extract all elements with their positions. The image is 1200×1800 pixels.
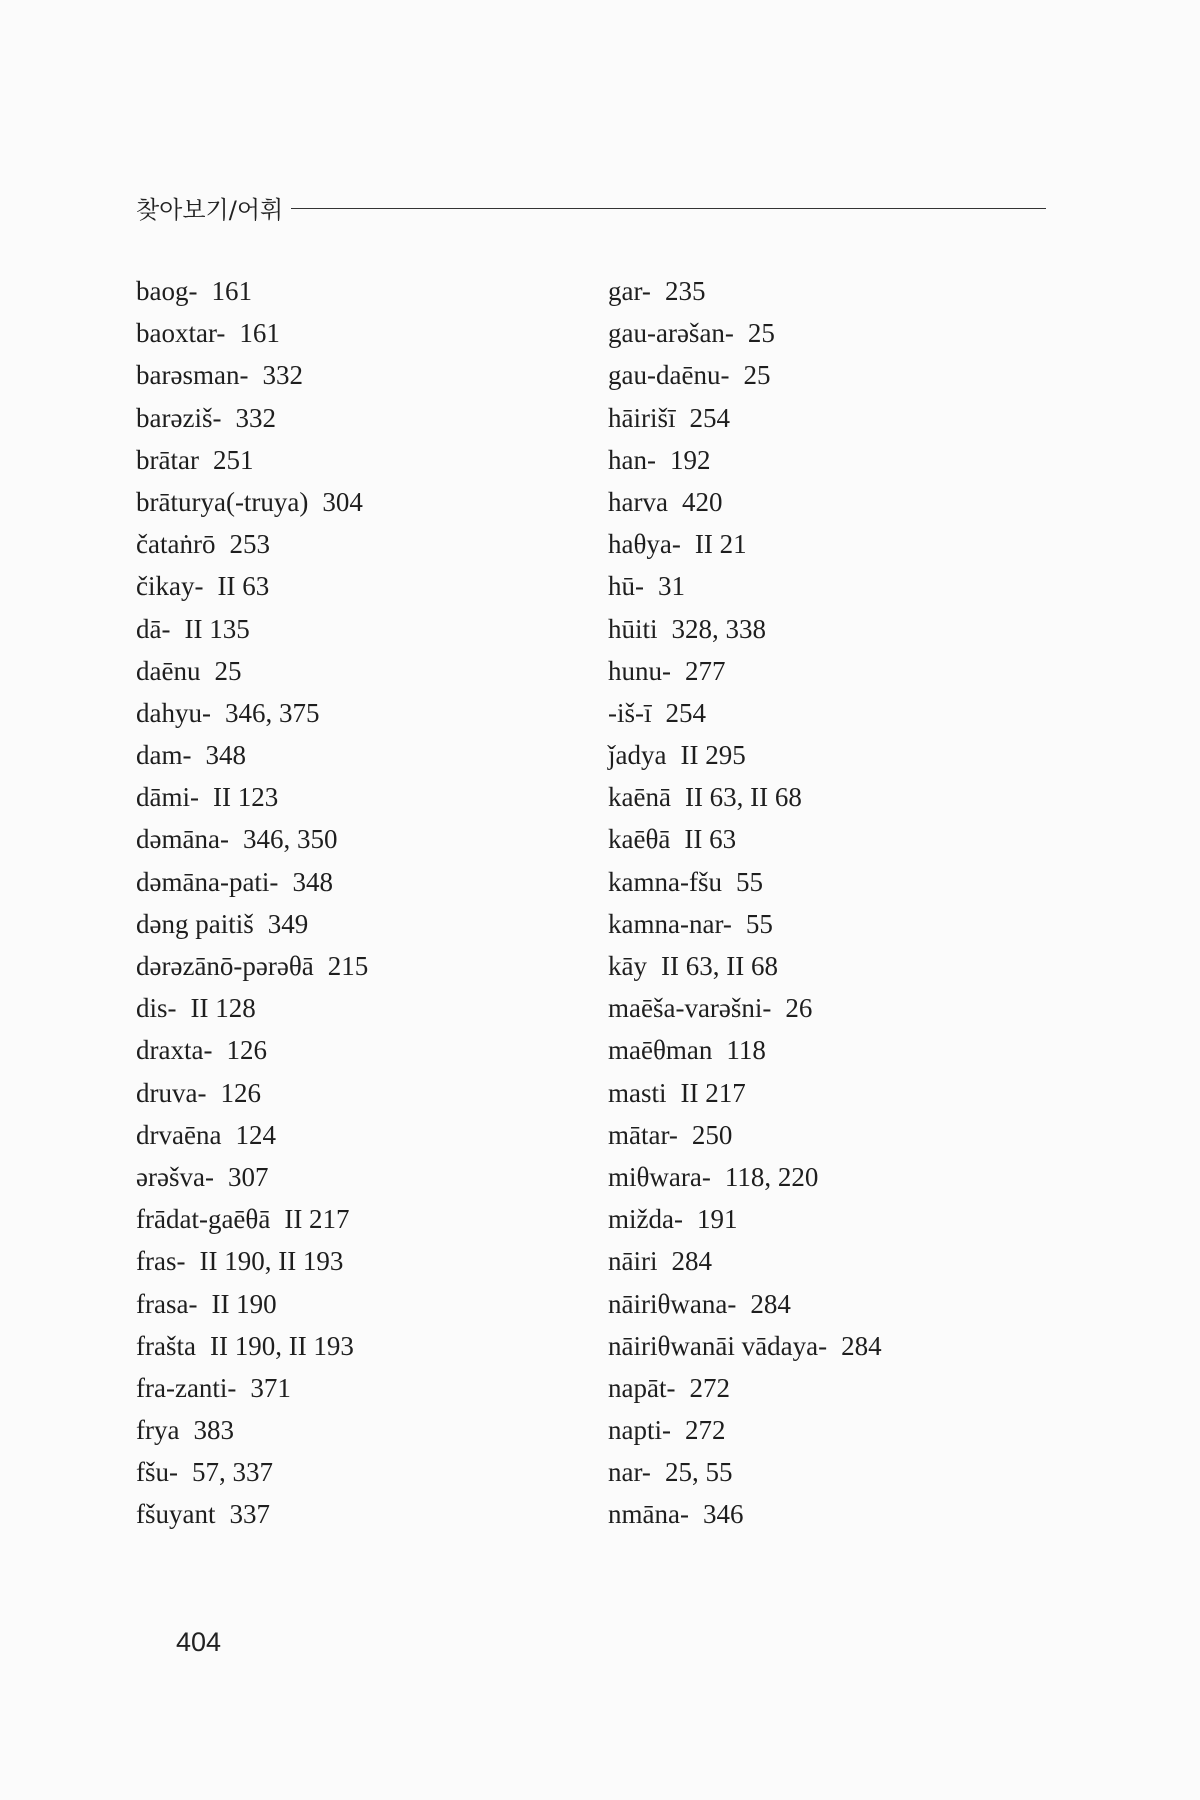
index-term: nmāna- — [608, 1499, 689, 1530]
index-page-refs: 192 — [669, 444, 711, 475]
index-entry — [608, 1451, 1078, 1493]
index-entry — [608, 861, 1078, 903]
index-term: han- — [608, 444, 656, 475]
index-page-refs: 272 — [684, 1415, 726, 1446]
index-entry — [608, 1409, 1078, 1451]
index-entry — [608, 1156, 1078, 1198]
index-entry — [136, 1451, 566, 1493]
index-term: dərəzānō-pərəθā — [136, 951, 314, 981]
index-entry — [136, 650, 566, 692]
index-entry — [608, 903, 1078, 945]
index-entry — [136, 987, 566, 1029]
index-page-refs: II 217 — [284, 1204, 350, 1235]
index-term: haθya- — [608, 529, 681, 560]
index-entry — [608, 481, 1078, 523]
index-entry — [608, 565, 1078, 607]
index-term: kamna-nar- — [608, 908, 732, 939]
index-page-refs: 420 — [681, 486, 723, 517]
index-page-refs: II 217 — [680, 1077, 746, 1108]
index-entry — [608, 397, 1078, 439]
index-page-refs: 55 — [745, 908, 773, 939]
index-page-refs: 161 — [211, 276, 252, 306]
index-page-refs: 348 — [292, 866, 333, 897]
index-page-refs: 25 — [214, 655, 242, 686]
index-entry — [136, 734, 566, 776]
index-term: harva — [608, 486, 668, 517]
index-entry — [608, 1240, 1078, 1282]
index-entry — [608, 987, 1078, 1029]
index-term: drvaēna — [136, 1119, 222, 1150]
index-entry — [136, 481, 566, 523]
index-term: hū- — [608, 571, 644, 602]
index-term: mižda- — [608, 1204, 683, 1235]
index-entry — [608, 818, 1078, 860]
index-term: baog- — [136, 276, 198, 306]
index-term: gau-daēnu- — [608, 360, 730, 391]
page-number: 404 — [176, 1627, 222, 1657]
index-page-refs: II 123 — [212, 782, 279, 813]
index-entry — [136, 1240, 566, 1282]
index-entry — [608, 1029, 1078, 1071]
index-page-refs: 346, 375 — [224, 697, 320, 728]
index-page-refs: 383 — [193, 1415, 234, 1446]
index-page-refs: II 295 — [680, 740, 746, 771]
index-page-refs: 126 — [226, 1035, 267, 1066]
index-term: druva- — [136, 1077, 207, 1108]
index-term: gar- — [608, 276, 651, 306]
index-entry — [136, 692, 566, 734]
index-page-refs: II 135 — [184, 613, 250, 644]
running-header — [136, 190, 1046, 225]
index-page-refs: 328, 338 — [671, 613, 767, 644]
index-page-refs: 126 — [220, 1077, 261, 1108]
index-entry — [608, 439, 1078, 481]
index-column-right — [608, 270, 1078, 1536]
index-entry — [136, 1029, 566, 1071]
index-column-left — [136, 270, 566, 1536]
index-page-refs: 337 — [229, 1499, 270, 1530]
index-page-refs: 25, 55 — [664, 1457, 733, 1488]
index-term: masti — [608, 1077, 667, 1108]
index-entry — [608, 1114, 1078, 1156]
index-term: nāiriθwanāi vādaya- — [608, 1330, 828, 1361]
index-entry — [608, 1493, 1078, 1535]
index-term: čikay- — [136, 571, 204, 602]
index-entry — [608, 734, 1078, 776]
index-entry — [136, 270, 566, 312]
index-page-refs: II 190, II 193 — [209, 1330, 354, 1361]
index-entry — [608, 523, 1078, 565]
index-entry — [136, 439, 566, 481]
index-entry — [608, 608, 1078, 650]
index-page-refs: 254 — [689, 402, 730, 433]
index-term: dəmāna-pati- — [136, 866, 279, 897]
index-term: gau-arəšan- — [608, 318, 734, 349]
index-entry — [136, 903, 566, 945]
index-page-refs: II 128 — [190, 993, 256, 1024]
index-page-refs: 55 — [735, 866, 763, 897]
index-term: nāiri — [608, 1246, 658, 1277]
index-term: daēnu — [136, 655, 201, 686]
index-entry — [608, 692, 1078, 734]
index-term: draxta- — [136, 1035, 213, 1066]
index-page-refs: 124 — [235, 1119, 276, 1150]
index-term: kamna-fšu — [608, 866, 722, 897]
index-entry — [608, 270, 1078, 312]
index-entry — [608, 945, 1078, 987]
index-page-refs: 161 — [239, 318, 280, 349]
index-page-refs: 118 — [726, 1035, 766, 1066]
index-term: brāturya(-truya) — [136, 486, 309, 517]
index-term: barəziš- — [136, 402, 222, 433]
index-term: nāiriθwana- — [608, 1288, 737, 1319]
index-page-refs: II 190 — [211, 1288, 277, 1319]
index-term: čataṅrō — [136, 529, 216, 560]
index-term: frasa- — [136, 1288, 198, 1319]
index-entry — [608, 354, 1078, 396]
index-page-refs: 284 — [671, 1246, 712, 1277]
index-page-refs: 346 — [702, 1499, 744, 1530]
index-entry — [136, 1493, 566, 1535]
index-term: brātar — [136, 444, 199, 475]
index-entry — [136, 1283, 566, 1325]
index-entry — [608, 1367, 1078, 1409]
index-entry — [136, 1367, 566, 1409]
index-page-refs: II 21 — [694, 529, 747, 560]
index-page-refs: 272 — [689, 1372, 730, 1403]
index-term: fra-zanti- — [136, 1372, 237, 1403]
index-term: fras- — [136, 1246, 186, 1277]
index-term: dəng paitiš — [136, 908, 254, 939]
index-term: barəsman- — [136, 360, 249, 391]
index-entry — [136, 818, 566, 860]
index-entry — [608, 312, 1078, 354]
index-term: fšu- — [136, 1457, 178, 1488]
index-page-refs: 254 — [665, 697, 706, 728]
index-term: -iš-ī — [608, 697, 652, 728]
index-entry — [136, 354, 566, 396]
index-entry — [608, 1325, 1078, 1367]
index-page-refs: 284 — [750, 1288, 791, 1319]
index-term: kaēθā — [608, 824, 671, 855]
index-entry — [136, 1325, 566, 1367]
index-term: fšuyant — [136, 1499, 216, 1530]
index-page-refs: 251 — [212, 444, 254, 475]
index-entry — [136, 523, 566, 565]
index-page-refs: 307 — [227, 1161, 269, 1192]
index-term: frādat-gaēθā — [136, 1204, 271, 1235]
index-term: napāt- — [608, 1372, 676, 1403]
index-term: kāy — [608, 951, 647, 981]
index-page-refs: 57, 337 — [192, 1457, 273, 1488]
index-term: maēša-varəšni- — [608, 993, 772, 1024]
index-term: napti- — [608, 1415, 671, 1446]
index-page-refs: 25 — [743, 360, 771, 391]
index-page-refs: 346, 350 — [242, 824, 338, 855]
index-term: baoxtar- — [136, 318, 226, 349]
index-page-refs: II 63, II 68 — [660, 951, 778, 981]
index-entry — [608, 650, 1078, 692]
index-page-refs: 118, 220 — [724, 1161, 819, 1192]
index-page-refs: 250 — [691, 1119, 733, 1150]
header-title: 찾아보기/어휘 — [136, 196, 284, 224]
index-page-refs: 25 — [747, 318, 775, 349]
index-entry — [136, 397, 566, 439]
index-term: kaēnā — [608, 782, 671, 813]
index-page-refs: 332 — [235, 402, 276, 433]
index-term: dəmāna- — [136, 824, 229, 855]
index-page-refs: 284 — [841, 1330, 882, 1361]
index-term: ərəšva- — [136, 1161, 214, 1192]
index-term: maēθman — [608, 1035, 713, 1066]
index-page-refs: 235 — [664, 276, 706, 306]
index-page-refs: 31 — [658, 571, 685, 602]
index-entry — [136, 565, 566, 607]
index-entry — [608, 1072, 1078, 1114]
index-term: nar- — [608, 1457, 651, 1488]
index-term: dā- — [136, 613, 171, 644]
index-term: dāmi- — [136, 782, 199, 813]
index-page-refs: II 63, II 68 — [684, 782, 802, 813]
index-entry — [136, 1114, 566, 1156]
index-page-refs: 191 — [696, 1204, 738, 1235]
index-term: hūiti — [608, 613, 658, 644]
index-entry — [136, 1409, 566, 1451]
index-page-refs: 349 — [267, 908, 309, 939]
index-entry — [136, 861, 566, 903]
index-page-refs: 215 — [327, 951, 369, 981]
index-entry — [136, 1198, 566, 1240]
index-page-refs: 348 — [205, 740, 246, 771]
index-term: ǰadya — [608, 740, 667, 771]
index-term: dis- — [136, 993, 177, 1024]
index-page-refs: II 63 — [217, 571, 270, 602]
index-page-refs: 304 — [322, 486, 363, 517]
index-page-refs: 332 — [262, 360, 303, 391]
index-term: miθwara- — [608, 1161, 711, 1192]
index-term: dahyu- — [136, 697, 211, 728]
index-term: hunu- — [608, 655, 671, 686]
index-entry — [136, 1156, 566, 1198]
index-term: mātar- — [608, 1119, 678, 1150]
index-entry — [136, 1072, 566, 1114]
index-page-refs: 371 — [250, 1372, 291, 1403]
index-page-refs: II 190, II 193 — [199, 1246, 344, 1277]
index-page-refs: II 63 — [684, 824, 737, 855]
index-term: hāirišī — [608, 402, 676, 433]
index-entry — [608, 1283, 1078, 1325]
index-entry — [136, 945, 566, 987]
index-entry — [136, 776, 566, 818]
index-term: frya — [136, 1415, 180, 1446]
index-term: dam- — [136, 740, 192, 771]
index-entry — [136, 312, 566, 354]
index-entry — [608, 1198, 1078, 1240]
header-rule — [291, 208, 1046, 209]
index-entry — [608, 776, 1078, 818]
index-page-refs: 253 — [229, 529, 270, 560]
index-page-refs: 26 — [785, 993, 813, 1024]
index-entry — [136, 608, 566, 650]
index-term: frašta — [136, 1330, 196, 1361]
index-page-refs: 277 — [685, 655, 726, 686]
